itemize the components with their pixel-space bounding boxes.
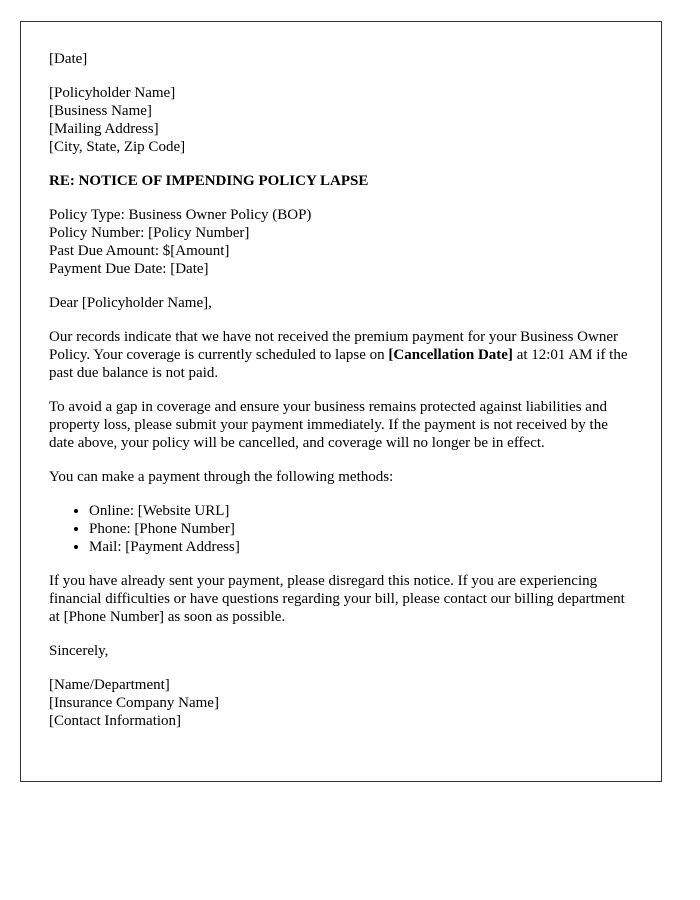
policy-type: Policy Type: Business Owner Policy (BOP) — [49, 207, 312, 223]
payment-due-date: Payment Due Date: [Date] — [49, 261, 209, 277]
paragraph-urgency: To avoid a gap in coverage and ensure your business remains protected against liabilities and property loss, please submit your payment immediately. If the payment is not received by the date above, your policy will be cancelled, and coverage will no longer be in effect. — [49, 399, 608, 451]
recipient-block — [49, 84, 633, 156]
paragraph-methods-intro: You can make a payment through the following methods: — [49, 469, 394, 485]
paragraph-lapse — [49, 328, 633, 382]
paragraph-text: at 12:01 AM if the past due balance is not paid. — [49, 347, 628, 381]
payment-method-mail: • Mail: [Payment Address] — [89, 538, 633, 556]
paragraph-disregard: If you have already sent your payment, please disregard this notice. If you are experiencing financial difficulties or have questions regarding your bill, please contact our billing department at [Phone Number] as soon as possible. — [49, 573, 625, 625]
recipient-city: [City, State, Zip Code] — [49, 139, 186, 155]
past-due-amount: Past Due Amount: $[Amount] — [49, 243, 230, 259]
payment-method-online: • Online: [Website URL] — [89, 502, 633, 520]
signature-name: [Name/Department] — [49, 677, 170, 693]
payment-method-phone: • Phone: [Phone Number] — [89, 520, 633, 538]
signature-block — [49, 676, 633, 730]
salutation: Dear [Policyholder Name], — [49, 295, 212, 311]
date: [Date] — [49, 51, 88, 67]
paragraph-text: Our records indicate that we have not received the premium payment for your Business Owner Policy. Your coverage is currently scheduled to lapse on — [49, 329, 618, 363]
recipient-address: [Mailing Address] — [49, 121, 159, 137]
closing: Sincerely, — [49, 643, 109, 659]
policy-details — [49, 206, 633, 278]
payment-methods-list — [49, 502, 633, 556]
policy-number: Policy Number: [Policy Number] — [49, 225, 250, 241]
signature-contact: [Contact Information] — [49, 713, 182, 729]
signature-company: [Insurance Company Name] — [49, 695, 219, 711]
recipient-name: [Policyholder Name] — [49, 85, 176, 101]
subject-line: RE: NOTICE OF IMPENDING POLICY LAPSE — [49, 173, 369, 189]
recipient-business: [Business Name] — [49, 103, 152, 119]
letter — [20, 21, 662, 782]
cancellation-date: [Cancellation Date] — [388, 347, 513, 363]
